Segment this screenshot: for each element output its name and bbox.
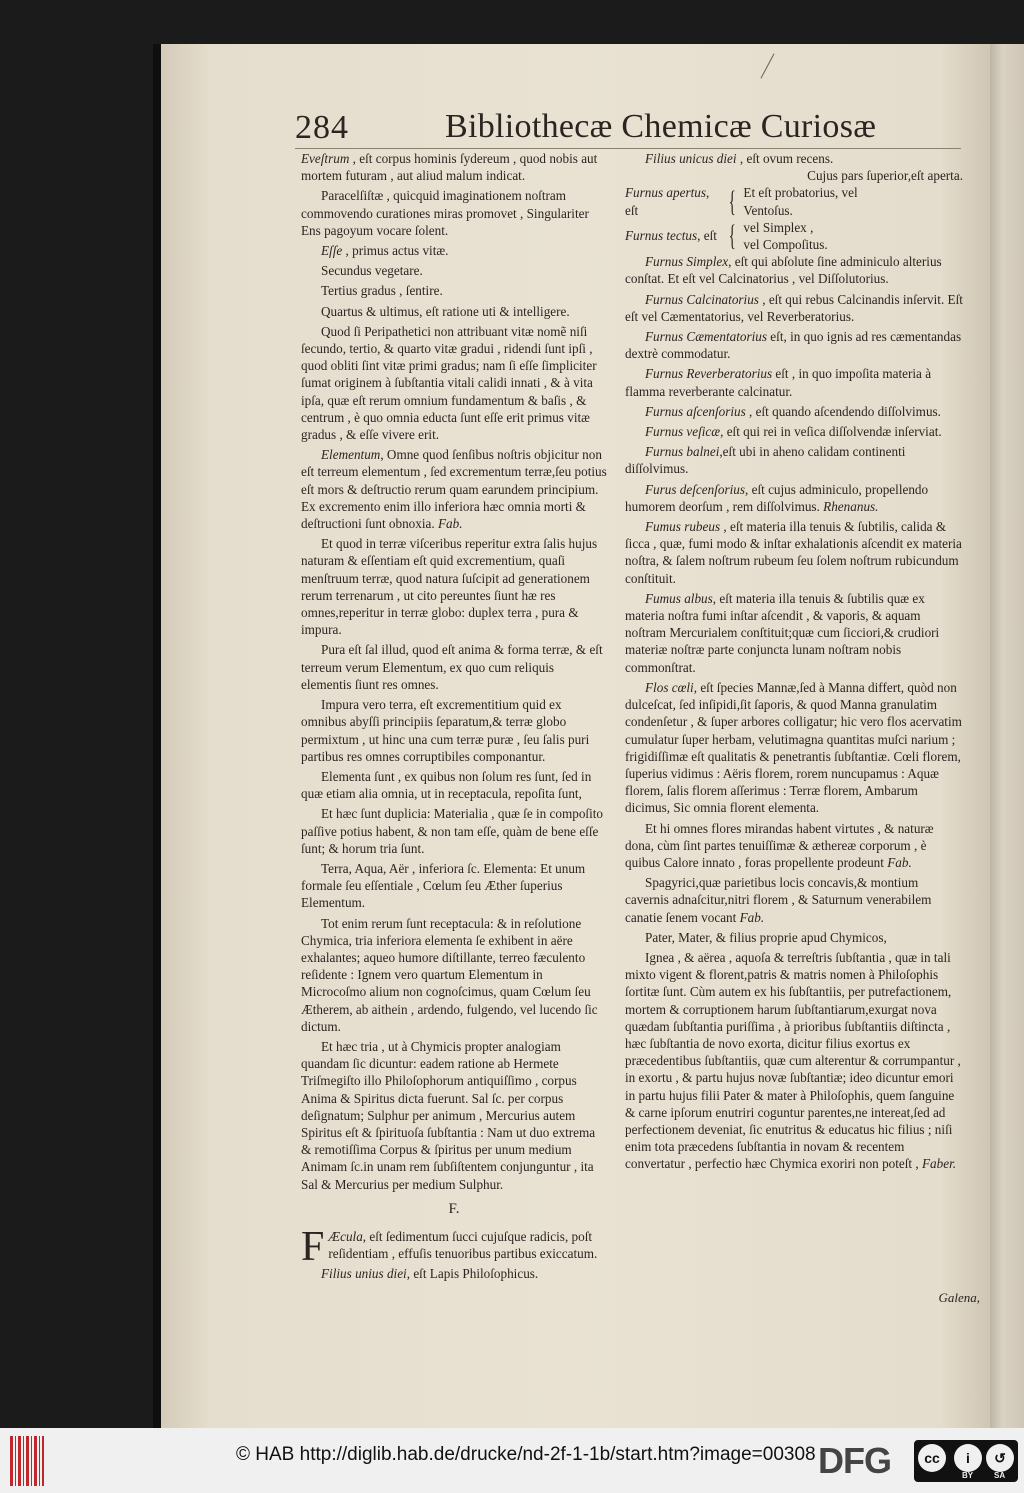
entry-text: Et quod in terræ viſceribus reperitur extra ſalis hujus naturam & eſſentiam eſt quid excrementium, quaſi menſtruum terræ, quod natura ſuſcipit ad generationem rerum terrenarum , ut cito pereuntes ſiunt hæ res omnes,reperitur in terræ globo: duplex terra , pura & impura. xyxy=(301,536,598,638)
entry-text: Et hæc tria , ut à Chymicis propter analogiam quandam ſic dicuntur: eadem ratione ab Hermete Triſmegiſto illo Philoſophorum antiquiſſimo , corpus Anima & Spiritus dicta fuerunt. Sal ſc. per corpus deſignatum; Sulphur per animum , Mercurius autem Spiritus eſt & ſpirituoſa ſubſtantia : Nam ut duo extrema & remotiſſima Corpus & ſpiritus per unum medium Animam ſc.in unam rem ſubſiſtentem conjunguntur , ita Sal & Mercurius per medium Sulphur. xyxy=(301,1038,596,1192)
entry-paragraph xyxy=(301,1038,607,1193)
entry-paragraph xyxy=(625,820,963,872)
entry-text: Paracelſiſtæ , quicquid imaginationem noſtram commovendo curationes miras promovet , Singulariter Ens pagoyum vocare ſolent. xyxy=(301,188,589,238)
entry-paragraph xyxy=(301,535,607,638)
entry-text: , eſt quando aſcendendo diſſolvimus. xyxy=(745,403,941,419)
entry-paragraph xyxy=(625,365,963,399)
brace-glyph: { xyxy=(728,184,736,218)
entry-text: , eſt ovum recens. xyxy=(736,151,834,166)
entry-paragraph xyxy=(301,860,607,912)
entry-source: Fab. xyxy=(887,854,912,870)
option-text: vel Compoſitus. xyxy=(743,237,828,253)
entry-paragraph xyxy=(301,641,607,693)
hab-logo-icon xyxy=(10,1436,44,1486)
option-list xyxy=(743,219,827,253)
right-column xyxy=(625,150,963,1173)
option-text: Ventoſus. xyxy=(743,202,793,218)
share-alike-icon: ↺ xyxy=(986,1444,1014,1472)
entry-text: , eſt corpus hominis ſydereum , quod nobis aut mortem futuram , aut aliud malum indicat. xyxy=(301,151,598,184)
furnus-apertus-entry xyxy=(625,184,963,218)
entry-paragraph xyxy=(625,253,963,287)
entry-paragraph xyxy=(301,303,607,320)
entry-text: Terra, Aqua, Aër , inferiora ſc. Elementa: Et unum formale ſeu eſſentiale , Cœlum ſeu Æther ſuperius Elementum. xyxy=(301,860,586,911)
entry-paragraph xyxy=(301,915,607,1035)
entry-term: Æcula xyxy=(328,1228,363,1244)
entry-source: Rhenanus. xyxy=(823,498,879,514)
entry-paragraph xyxy=(301,187,607,239)
entry-text: Pura eſt ſal illud, quod eſt anima & forma terræ, & eſt terreum verum Elementum, ex quo cum reliquis elementis ſiunt res omnes. xyxy=(301,642,603,692)
entry-term: Furus deſcenſorius xyxy=(645,481,745,497)
entry-paragraph xyxy=(625,590,963,676)
entry-source: Faber. xyxy=(922,1156,957,1172)
entry-term: Furnus Reverberatorius xyxy=(645,366,773,382)
attribution-icon: i xyxy=(954,1444,982,1472)
entry-text: Tertius gradus , ſentire. xyxy=(321,283,443,299)
entry-text: Et hæc ſunt duplicia: Materialia , quæ ſe in compoſito paſſive potius habent, & non tam eſſe, quàm de bene eſſe ſunt; & horum tria ſunt. xyxy=(301,806,604,856)
page-gutter-shadow xyxy=(153,44,161,1428)
entry-text: Quartus & ultimus, eſt ratione uti & intelligere. xyxy=(321,303,570,319)
furnus-tectus-entry xyxy=(625,219,963,253)
entry-text: , eſt cujus adminiculo, propellendo humorem deorſum , rem diſſolvimus. xyxy=(625,481,929,514)
entry-term: Filius unicus diei xyxy=(645,151,737,166)
entry-term: Furnus apertus xyxy=(625,185,706,201)
catchword: Galena, xyxy=(938,1290,980,1305)
entry-source: Fab. xyxy=(739,909,765,925)
entry-text: , eſt Lapis Philoſophicus. xyxy=(406,1266,539,1282)
entry-term: Fumus rubeus xyxy=(645,519,721,535)
entry-paragraph xyxy=(625,423,963,440)
option-text: vel Simplex , xyxy=(743,219,814,235)
entry-label xyxy=(625,227,725,244)
entry-paragraph xyxy=(625,518,963,587)
filius-unius-entry xyxy=(301,1265,607,1282)
entry-paragraph xyxy=(301,696,607,765)
entry-label-tail: , eſt xyxy=(625,185,710,218)
section-letter: F. xyxy=(448,1200,460,1217)
cc-license-badge[interactable] xyxy=(914,1440,1018,1482)
cc-sa-label: SA xyxy=(994,1471,1006,1480)
viewer-footer xyxy=(0,1428,1024,1493)
entry-text: Tot enim rerum ſunt receptacula: & in reſolutione Chymica, tria inferiora elementa ſe exhibent in aëre exhalantes; aqueo humore diſtillante, terreo fæculento reſidente : Ignem vero quartum Elementum in Microcoſmo alium non cognoſcimus, quam Cœlum ſeu Ætherem, ab aithein , ardendo, fulgendo, vel lucendo ſic dictum. xyxy=(301,915,598,1034)
cc-by-label: BY xyxy=(962,1471,974,1480)
entry-text: , eſt qui rebus Calcinandis inſervit. Eſt eſt vel Cæmentatorius, vel Reverberatorius. xyxy=(625,291,963,324)
entry-term: Eveſtrum xyxy=(301,151,350,166)
entry-paragraph xyxy=(625,679,963,817)
entry-term: Filius unius diei xyxy=(321,1266,407,1282)
running-head: Bibliothecæ Chemicæ Curiosæ xyxy=(445,108,877,145)
dfg-logo: DFG xyxy=(818,1440,891,1481)
entry-text: Impura vero terra, eſt excrementitium quid ex omnibus abyſſi principiis ſeparatum,& terræ globo permixtum , ut hinc una cum terræ puræ , ſeu ſalis puri partibus res omnes corruptibiles componantur. xyxy=(301,697,590,764)
entry-paragraph xyxy=(301,282,607,299)
entry-text: Secundus vegetare. xyxy=(321,263,423,279)
entry-text: , eſt materia illa tenuis & ſubtilis, calida & ſicca , quæ, fumi modo & inſtar exhalationis aſcendit ex materia noſtra, & ſalem noſtrum rubeum ſeu ſolem noſtrum rubicundum conſtituit. xyxy=(625,519,962,586)
book-page xyxy=(161,44,990,1428)
entry-term: Furnus aſcenſorius xyxy=(645,403,746,419)
entry-paragraph xyxy=(625,949,963,1173)
entry-label-tail: , eſt xyxy=(697,228,717,244)
entry-text: ,eſt ubi in aheno calidam continenti diſſolvimus. xyxy=(625,444,906,477)
entry-term: Furnus tectus xyxy=(625,228,698,244)
entry-paragraph xyxy=(301,768,607,802)
entry-paragraph xyxy=(301,150,607,184)
entry-term: Eſſe xyxy=(321,243,343,259)
entry-term: Elementum xyxy=(321,447,381,463)
entry-term: Furnus balnei xyxy=(645,444,720,460)
entry-source: Fab. xyxy=(437,516,463,532)
entry-text: Et hi omnes flores mirandas habent virtutes , & naturæ dona, cùm ſint partes tenuiſſimæ & æthereæ corporum , è quibus Calore innato , foras propellente prodeunt xyxy=(625,820,934,870)
adjacent-page-edge xyxy=(988,44,1024,1428)
left-entries xyxy=(301,150,607,1193)
entry-term: Furnus Cæmentatorius xyxy=(645,329,767,345)
entry-text: , eſt qui rei in veſica diſſolvendæ inſerviat. xyxy=(720,424,942,440)
entry-text: Spagyrici,quæ parietibus locis concavis,& montium cavernis adnaſcitur,nitri florem , & Saturnum venerabilem canatie ſenem vocant xyxy=(625,875,932,925)
entry-paragraph xyxy=(301,262,607,279)
entry-paragraph xyxy=(625,403,963,420)
entry-text: eſt, in quo ignis ad res cæmentandas dextrè commodatur. xyxy=(625,329,962,362)
cc-icon: cc xyxy=(918,1444,946,1472)
faecula-entry xyxy=(301,1223,607,1270)
entry-text: , Omne quod ſenſibus noſtris objicitur non eſt terreum elementum , ſed excrementum terræ,ſeu potius eſt mors & deſtructio rerum quam earundem principium. Ex excremento enim illo inferiora hæc omnia morti & deſtructioni ſunt obnoxia. xyxy=(301,447,607,532)
pencil-mark xyxy=(760,53,774,78)
entry-paragraph xyxy=(625,443,963,477)
entry-text: , primus actus vitæ. xyxy=(342,243,449,259)
entry-text: , eſt ſpecies Mannæ,ſed à Manna differt, quòd non dulceſcat, ſed inſipidi,ſit ſaporis, & quod Manna granulatim condenſetur , & ſuper arbores colligatur; hic vero flos acervatim cumulatur ſuper herbam, velutimagna quantitas muſci narium ; frigidiſſimæ eſt qualitatis & penetrantis ſubſtantiæ. Cœli florem, ſuperius vidimus : Aëris florem, rorem nuncupamus : Aquæ florem, ſalis florem aſſerimus : Terræ florem, Ambarum dicimus, Sic omnia florent elementa. xyxy=(625,679,962,816)
entry-paragraph xyxy=(625,929,963,946)
entry-text: , eſt qui abſolute ſine adminiculo alterius conſtat. Et eſt vel Calcinatorius , vel Diſſolutorius. xyxy=(625,254,942,287)
entry-paragraph xyxy=(625,328,963,362)
entry-paragraph xyxy=(301,323,607,443)
entry-text: eſt , in quo impoſita materia à flamma reverberante calcinatur. xyxy=(625,366,932,399)
entry-term: Furnus Calcinatorius xyxy=(645,291,759,307)
entry-text: Pater, Mater, & filius proprie apud Chymicos, xyxy=(645,929,887,945)
entry-paragraph xyxy=(625,291,963,325)
entry-text: Quod ſi Peripathetici non attribuant vitæ nomẽ niſi ſecundo, tertio, & quarto vitæ gradui , ridendi ſunt ipſi , quod obliti ſint vitæ primi gradus; nam ſi eſſe ſimpliciter ſumat originem à ſubſtantia vitali calidi innati , & à vita ipſa, quæ eſt rerum omnium fundamentum & baſis , & centrum , è quo omnia educta ſunt eſſe erit primus vitæ gradus , & eſſe vivere erit. xyxy=(301,323,597,443)
entry-text: , eſt materia illa tenuis & ſubtilis quæ ex materia noſtra fumi inſtar aſcendit , & vaporis, & aquam noſtram Mercurialem conſtituit;quæ cum ſicciori,& crudiori materiæ noſtræ parte conjuncta lunam noſtram nobis commonſtrat. xyxy=(625,590,940,675)
entry-term: Furnus veſicæ xyxy=(645,424,721,440)
entry-paragraph xyxy=(625,481,963,515)
page-number: 284 xyxy=(295,109,349,146)
entry-term: Flos cœli xyxy=(645,679,694,695)
entry-paragraph xyxy=(301,805,607,857)
entry-label xyxy=(625,184,725,218)
entry-term: Fumus albus xyxy=(645,590,713,606)
header-rule xyxy=(295,148,961,149)
drop-cap: F xyxy=(301,1223,325,1270)
option-list xyxy=(743,184,857,218)
filius-unicus-entry xyxy=(625,150,963,167)
entry-text: Ignea , & aërea , aquoſa & terreſtris ſubſtantia , quæ in tali mixto vigent & florent,patris & matris nomen à Philoſophis ſortitæ ſunt. Cùm autem ex his ſubſtantiis, per putrefactionem, mortem & corruptionem harum ſubſtantiarum,exurgat nova quædam ſubſtantia puriſſima , à prioribus ſubſtantiis diſtincta , hæc ſubſtantia de novo exorta, dicitur filius exortus ex præcedentibus ſubſtantiis, quæ cum alterentur & corrumpantur , in exortu , & partu hujus novæ ſubſtantiæ; ideo dicuntur emori in partu hujus filii Pater & mater à Philoſophis, quem ſanguine & carne ipſorum enutriri coguntur parentes,ne intereat,ſed ad perfectionem deveniat, ſic enutritus & educatus hic filius ; niſi enim tota præcedens ſubſtantia in novam & recentem convertatur , perfectio hæc Chymica exoriri non poteſt , xyxy=(625,949,961,1172)
right-entries xyxy=(625,253,963,1172)
entry-paragraph xyxy=(301,242,607,259)
option-text: Et eſt probatorius, vel xyxy=(743,185,858,201)
left-column xyxy=(301,150,607,1283)
brace-glyph: { xyxy=(728,219,736,253)
entry-paragraph xyxy=(301,446,607,532)
cujus-line: Cujus pars ſuperior,eſt aperta. xyxy=(807,168,963,184)
entry-text: , eſt ſedimentum ſucci cujuſque radicis, poſt reſidentiam , effuſis tenuoribus partibus exiccatum. xyxy=(328,1228,598,1262)
entry-term: Furnus Simplex xyxy=(645,254,729,270)
citation-link[interactable]: © HAB http://diglib.hab.de/drucke/nd-2f-1-1b/start.htm?image=00308 xyxy=(236,1444,816,1465)
entry-text: Elementa ſunt , ex quibus non ſolum res ſunt, ſed in quæ etiam alia omnia, ut in receptacula, repoſita ſunt, xyxy=(301,768,592,802)
entry-paragraph xyxy=(625,874,963,926)
